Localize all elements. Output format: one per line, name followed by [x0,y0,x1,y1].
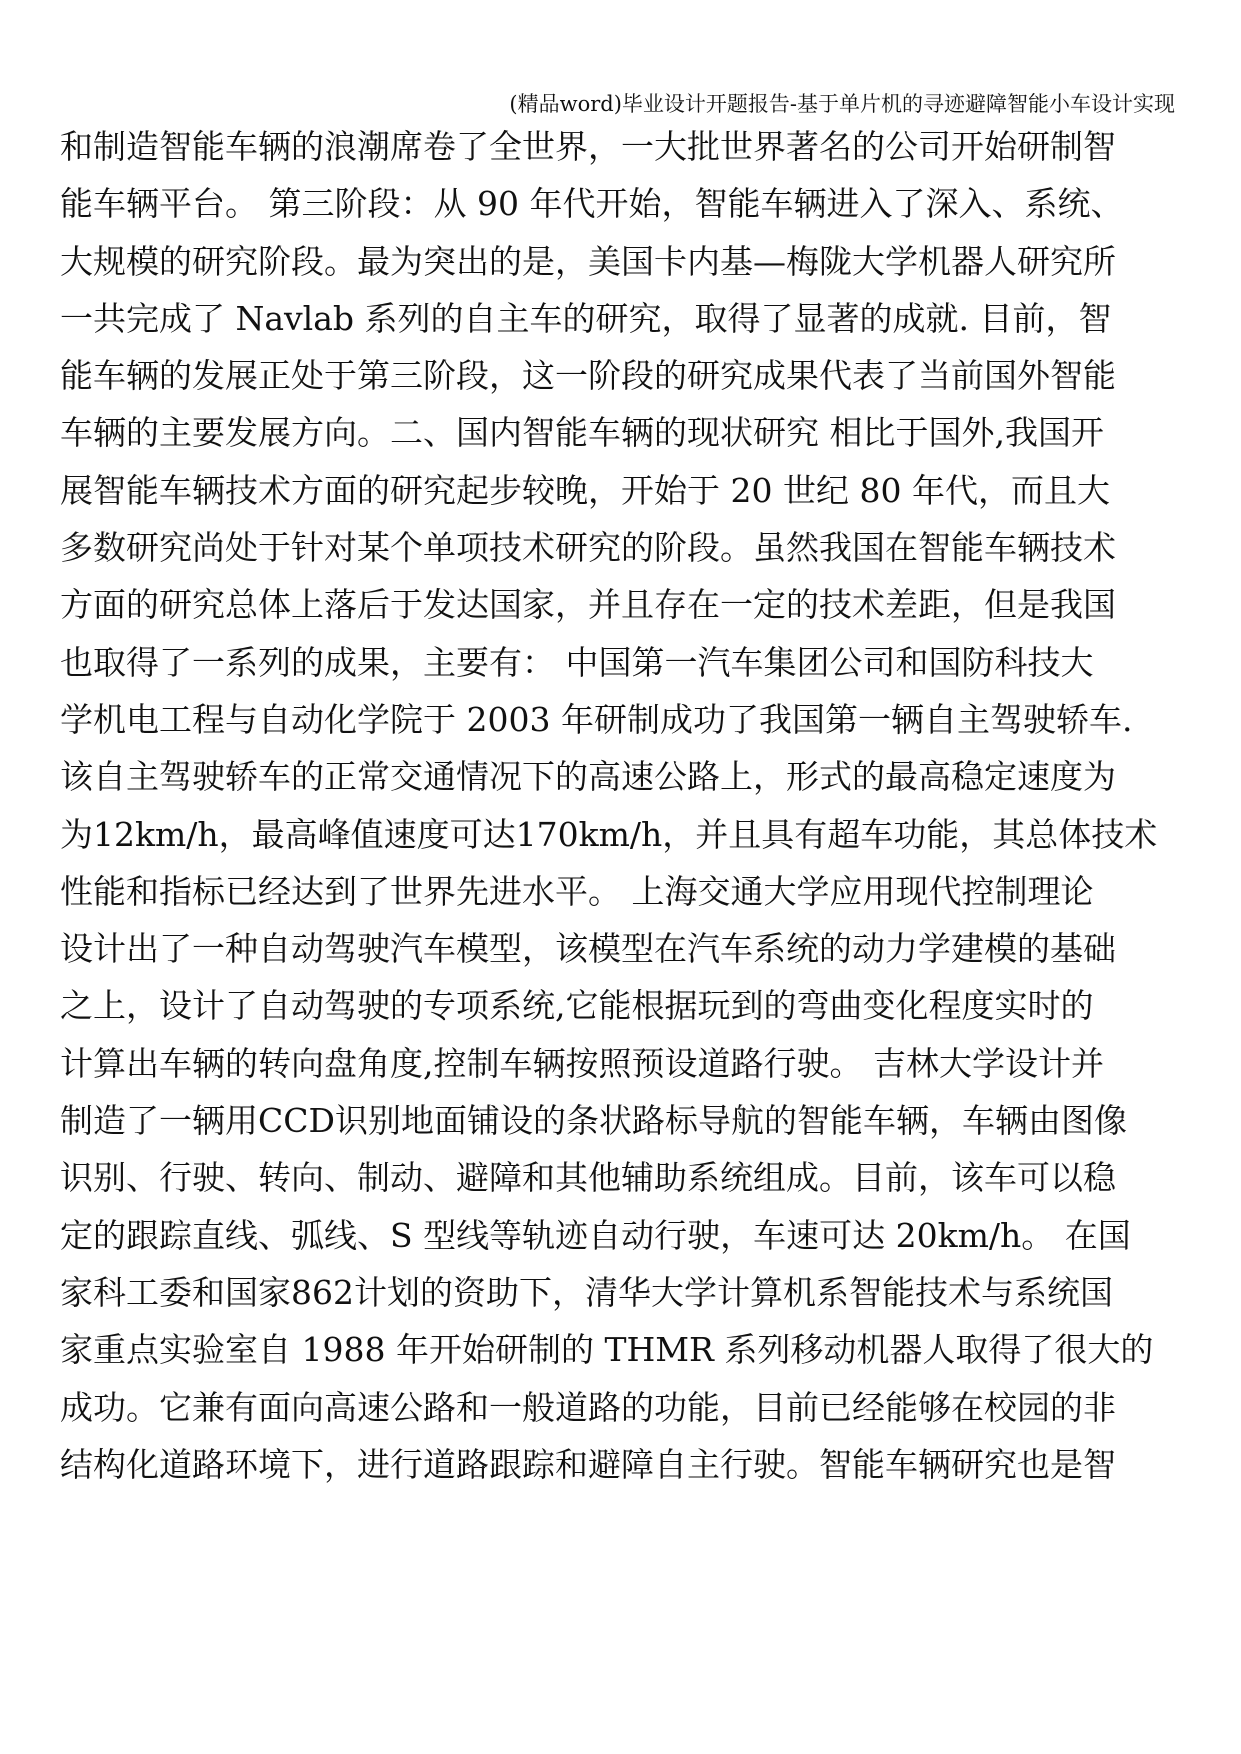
text-line: 成功。它兼有面向高速公路和一般道路的功能，目前已经能够在校园的非 [60,1387,1116,1427]
text-line: 家重点实验室自 1988 年开始研制的 THMR 系列移动机器人取得了很大的 [60,1330,1154,1370]
text-line: 之上，设计了自动驾驶的专项系统,它能根据玩到的弯曲变化程度实时的 [60,986,1094,1026]
text-line: 性能和指标已经达到了世界先进水平。 上海交通大学应用现代控制理论 [60,871,1094,911]
text-line: 车辆的主要发展方向。二、国内智能车辆的现状研究 相比于国外,我国开 [60,413,1104,453]
text-line: 计算出车辆的转向盘角度,控制车辆按照预设道路行驶。 吉林大学设计并 [60,1043,1104,1083]
text-line: 设计出了一种自动驾驶汽车模型，该模型在汽车系统的动力学建模的基础 [60,929,1116,969]
body-paragraph [60,118,1180,1493]
text-line: 展智能车辆技术方面的研究起步较晚，开始于 20 世纪 80 年代，而且大 [60,470,1110,510]
text-line: 为12km/h，最高峰值速度可达170km/h，并且具有超车功能，其总体技术 [60,814,1158,854]
text-line: 识别、行驶、转向、制动、避障和其他辅助系统组成。目前，该车可以稳 [60,1158,1116,1198]
text-line: 结构化道路环境下，进行道路跟踪和避障自主行驶。智能车辆研究也是智 [60,1444,1116,1484]
text-line: 能车辆平台。 第三阶段：从 90 年代开始，智能车辆进入了深入、系统、 [60,184,1124,224]
text-line: 和制造智能车辆的浪潮席卷了全世界，一大批世界著名的公司开始研制智 [60,127,1116,166]
text-line: 能车辆的发展正处于第三阶段，这一阶段的研究成果代表了当前国外智能 [60,356,1116,396]
text-line: 学机电工程与自动化学院于 2003 年研制成功了我国第一辆自主驾驶轿车. [60,699,1133,739]
text-line: 大规模的研究阶段。最为突出的是，美国卡内基—梅陇大学机器人研究所 [60,241,1116,281]
text-line: 多数研究尚处于针对某个单项技术研究的阶段。虽然我国在智能车辆技术 [60,528,1116,568]
text-line: 家科工委和国家862计划的资助下，清华大学计算机系智能技术与系统国 [60,1272,1113,1312]
page-header: (精品word)毕业设计开题报告-基于单片机的寻迹避障智能小车设计实现 [509,92,1175,116]
text-line: 制造了一辆用CCD识别地面铺设的条状路标导航的智能车辆，车辆由图像 [60,1101,1127,1141]
text-line: 也取得了一系列的成果，主要有： 中国第一汽车集团公司和国防科技大 [60,642,1094,682]
text-line: 一共完成了 Navlab 系列的自主车的研究，取得了显著的成就. 目前，智 [60,298,1112,338]
text-line: 方面的研究总体上落后于发达国家，并且存在一定的技术差距，但是我国 [60,585,1116,625]
text-line: 定的跟踪直线、弧线、S 型线等轨迹自动行驶，车速可达 20km/h。 在国 [60,1215,1131,1255]
text-line: 该自主驾驶轿车的正常交通情况下的高速公路上，形式的最高稳定速度为 [60,757,1116,797]
